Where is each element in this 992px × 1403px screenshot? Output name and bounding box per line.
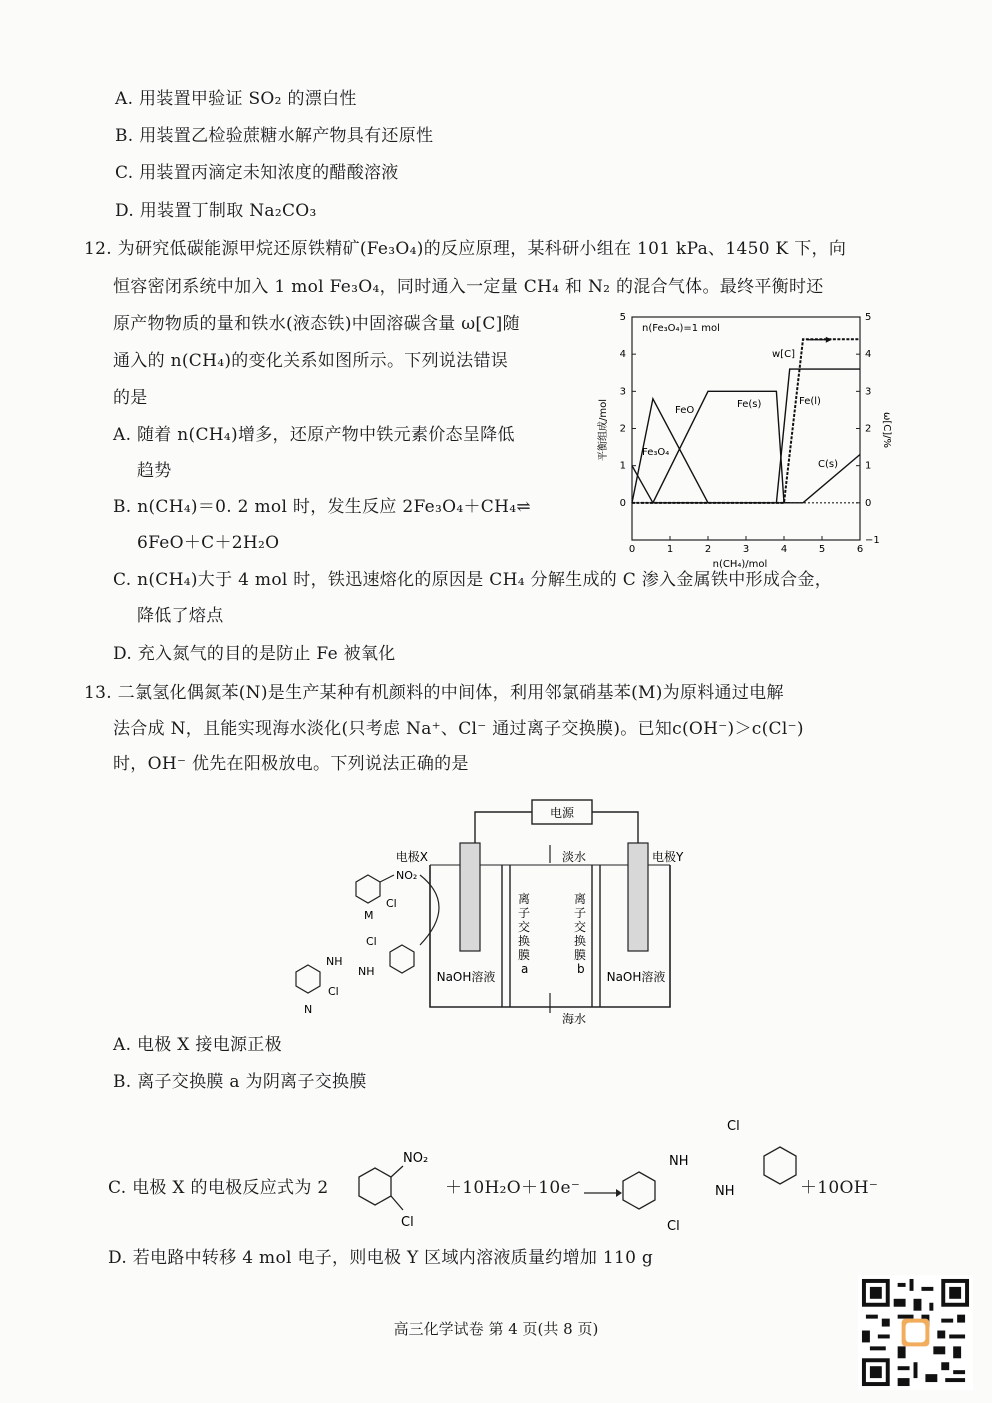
naoh-left-label: NaOH溶液 — [436, 970, 496, 984]
n-cl-label-2: Cl — [328, 985, 339, 998]
reactant-structure — [345, 1140, 455, 1232]
label-c-s: C(s) — [818, 459, 838, 470]
y2-tick-label: 2 — [865, 423, 872, 435]
n-benzene-ring-right — [390, 945, 414, 973]
m-label: M — [364, 909, 374, 922]
chart-ylabel: 平衡组成/mol — [598, 398, 609, 462]
x-tick-label: 1 — [666, 544, 674, 555]
x-tick-label: 2 — [704, 544, 712, 555]
y2-tick-label: −1 — [865, 535, 880, 546]
reactant-cl-bond — [391, 1196, 403, 1210]
chart-y2label: ω[C]/% — [881, 411, 892, 449]
y2-tick-label: 4 — [865, 349, 872, 361]
product-structure — [615, 1110, 805, 1235]
q12-stem-line3: 原产物物质的量和铁水(液态铁)中固溶碳含量 ω[C]随 — [113, 314, 520, 334]
y-tick-label: 5 — [619, 312, 626, 323]
y-tick-label: 0 — [619, 497, 626, 509]
series-w[C] — [632, 339, 860, 503]
reactant-no2: NO₂ — [403, 1151, 429, 1166]
q11-option-c: C. 用装置丙滴定未知浓度的醋酸溶液 — [115, 163, 399, 183]
label-wc: w[C] — [772, 349, 795, 360]
q12-option-a-line2: 趋势 — [137, 461, 172, 481]
x-tick-label: 6 — [856, 544, 864, 555]
q12-option-b-line1: B. n(CH₄)＝0. 2 mol 时，发生反应 2Fe₃O₄＋CH₄⇌ — [113, 497, 531, 517]
x-tick-label: 3 — [742, 544, 750, 555]
n-cl-label-1: Cl — [366, 935, 377, 948]
q13-option-c-mid: ＋10H₂O＋10e⁻ — [445, 1178, 581, 1198]
q12-stem-line4: 通入的 n(CH₄)的变化关系如图所示。下列说法错误 — [113, 351, 509, 371]
y-tick-label: 2 — [619, 423, 626, 435]
electrode-x — [460, 843, 480, 951]
label-fe3o4: Fe₃O₄ — [642, 447, 670, 458]
equilibrium-chart — [590, 305, 890, 575]
reactant-cl: Cl — [401, 1215, 414, 1230]
q12-stem-line1: 12. 为研究低碳能源甲烷还原铁精矿(Fe₃O₄)的反应原理，某科研小组在 101 kPa、1450 K 下，向 — [84, 239, 847, 259]
power-label: 电源 — [549, 806, 575, 820]
q11-option-a: A. 用装置甲验证 SO₂ 的漂白性 — [115, 89, 357, 109]
q12-option-d: D. 充入氮气的目的是防止 Fe 被氧化 — [113, 644, 396, 664]
chart-xlabel: n(CH₄)/mol — [712, 559, 768, 570]
n-label: N — [304, 1003, 313, 1016]
q13-option-a: A. 电极 X 接电源正极 — [113, 1035, 282, 1055]
q13-option-c-prefix: C. 电极 X 的电极反应式为 2 — [108, 1178, 329, 1198]
n-benzene-ring-left — [296, 965, 320, 993]
q12-option-c-line2: 降低了熔点 — [137, 606, 224, 626]
product-nh-1: NH — [669, 1154, 689, 1169]
q12-stem-line2: 恒容密闭系统中加入 1 mol Fe₃O₄，同时通入一定量 CH₄ 和 N₂ 的混合气体。最终平衡时还 — [113, 277, 824, 297]
sea-water-label: 海水 — [562, 1012, 587, 1026]
q13-option-c-suffix: ＋10OH⁻ — [800, 1178, 879, 1198]
y2-tick-label: 0 — [865, 497, 872, 509]
label-fe-s: Fe(s) — [737, 399, 762, 410]
x-tick-label: 5 — [818, 544, 826, 555]
membrane-b-label: 离子交换膜 b — [574, 892, 587, 976]
m-cl-label: Cl — [386, 897, 397, 910]
product-cl-bottom: Cl — [667, 1219, 680, 1234]
q13-option-d: D. 若电路中转移 4 mol 电子，则电极 Y 区域内溶液质量约增加 110 g — [108, 1248, 654, 1268]
wire-right — [592, 812, 638, 845]
y2-tick-label: 1 — [865, 460, 872, 472]
label-fe-l: Fe(l) — [799, 396, 821, 407]
m-benzene-ring — [356, 875, 380, 903]
reactant-no2-bond — [391, 1166, 403, 1177]
electrode-y-label: 电极Y — [652, 850, 684, 864]
chart-frame — [632, 317, 860, 540]
y-tick-label: 1 — [619, 460, 626, 472]
y-tick-label: 3 — [619, 386, 626, 398]
wire-left — [475, 812, 532, 845]
product-ring-right — [764, 1147, 796, 1184]
q13-stem-line3: 时，OH⁻ 优先在阳极放电。下列说法正确的是 — [113, 754, 469, 774]
electrode-x-label: 电极X — [395, 850, 428, 864]
q12-option-a-line1: A. 随着 n(CH₄)增多，还原产物中铁元素价态呈降低 — [113, 425, 515, 445]
q13-stem-line1: 13. 二氯氢化偶氮苯(N)是生产某种有机颜料的中间体，利用邻氯硝基苯(M)为原料通过电解 — [84, 683, 784, 703]
x-tick-label: 0 — [628, 544, 636, 555]
q12-option-b-line2: 6FeO＋C＋2H₂O — [137, 533, 280, 553]
reactant-ring — [359, 1168, 391, 1205]
q11-option-d: D. 用装置丁制取 Na₂CO₃ — [115, 201, 317, 221]
wc-arrow-head — [826, 337, 832, 343]
q13-stem-line2: 法合成 N，且能实现海水淡化(只考虑 Na⁺、Cl⁻ 通过离子交换膜)。已知c(OH⁻)＞c(Cl⁻) — [113, 719, 804, 739]
product-cl-top: Cl — [727, 1119, 740, 1134]
series-Fe(l) — [776, 369, 860, 503]
qr-code — [858, 1275, 973, 1390]
series-Fe(s) — [653, 391, 790, 502]
m-no2-bond — [380, 875, 394, 882]
label-feo: FeO — [675, 405, 695, 416]
fresh-water-label: 淡水 — [562, 850, 587, 864]
membrane-a-label: 离子交换膜 a — [518, 892, 531, 976]
x-tick-label: 4 — [780, 544, 788, 555]
product-nh-2: NH — [715, 1184, 735, 1199]
q12-option-c-line1: C. n(CH₄)大于 4 mol 时，铁迅速熔化的原因是 CH₄ 分解生成的 C 渗入金属铁中形成合金， — [113, 570, 833, 590]
page-footer: 高三化学试卷 第 4 页(共 8 页) — [393, 1320, 599, 1338]
y-tick-label: 4 — [619, 349, 626, 361]
electrolysis-diagram — [270, 795, 700, 1030]
n-nh-label-1: NH — [326, 955, 343, 968]
y2-tick-label: 5 — [865, 312, 872, 323]
electrode-y — [628, 843, 648, 951]
q13-option-b: B. 离子交换膜 a 为阴离子交换膜 — [113, 1072, 367, 1092]
naoh-right-label: NaOH溶液 — [606, 970, 666, 984]
chart-title: n(Fe₃O₄)=1 mol — [642, 323, 720, 334]
m-no2-label: NO₂ — [396, 869, 418, 882]
q12-stem-line5: 的是 — [113, 388, 148, 408]
y2-tick-label: 3 — [865, 386, 872, 398]
n-nh-label-2: NH — [358, 965, 375, 978]
q11-option-b: B. 用装置乙检验蔗糖水解产物具有还原性 — [115, 126, 434, 146]
product-ring-left — [623, 1172, 655, 1209]
